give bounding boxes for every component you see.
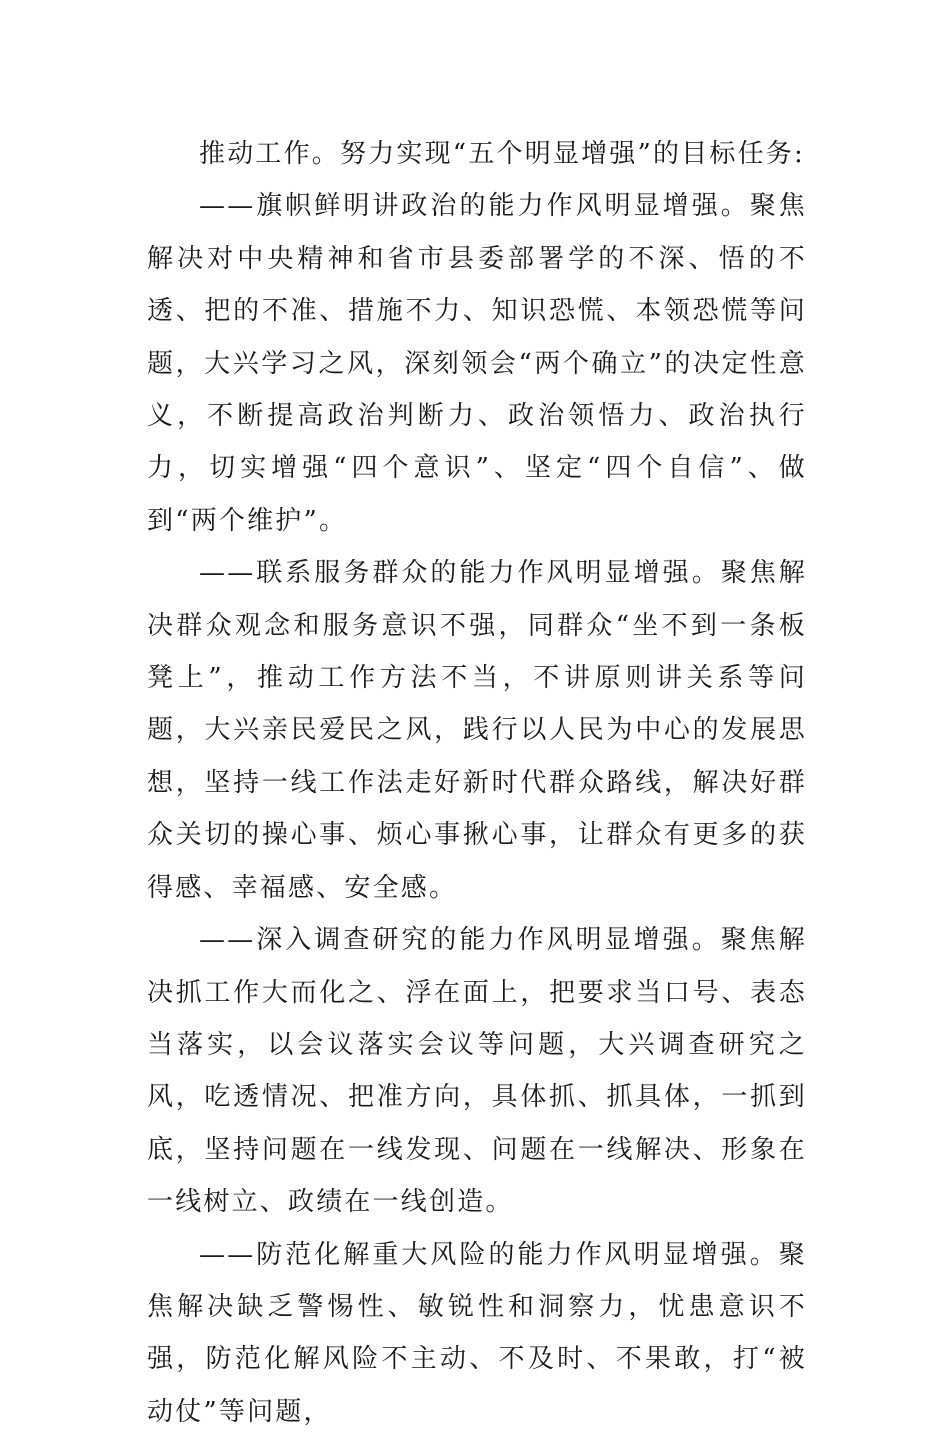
paragraph-serving-masses: ——联系服务群众的能力作风明显增强。聚焦解决群众观念和服务意识不强，同群众“坐不到一条板凳上”，推动工作方法不当，不讲原则讲关系等问题，大兴亲民爱民之风，践行以人民为中心的发展思想，坚持一线工作法走好新时代群众路线，解决好群众关切的操心事、烦心事揪心事，让群众有更多的获得感、幸福感、安全感。 (147, 558, 807, 903)
paragraph-political-ability: ——旗帜鲜明讲政治的能力作风明显增强。聚焦解决对中央精神和省市县委部署学的不深、悟的不透、把的不准、措施不力、知识恐慌、本领恐慌等问题，大兴学习之风，深刻领会“两个确立”的决定性意义，不断提高政治判断力、政治领悟力、政治执行力，切实增强“四个意识”、坚定“四个自信”、做到“两个维护”。 (147, 191, 807, 536)
document-body (147, 128, 807, 1438)
paragraph-risk-prevention: ——防范化解重大风险的能力作风明显增强。聚焦解决缺乏警惕性、敏锐性和洞察力，忧患意识不强，防范化解风险不主动、不及时、不果敢，打“被动仗”等问题， (147, 1239, 807, 1427)
paragraph-intro: 推动工作。努力实现“五个明显增强”的目标任务: (199, 139, 805, 169)
paragraph-investigation-research: ——深入调查研究的能力作风明显增强。聚焦解决抓工作大而化之、浮在面上，把要求当口号、表态当落实，以会议落实会议等问题，大兴调查研究之风，吃透情况、把准方向，具体抓、抓具体，一抓到底，坚持问题在一线发现、问题在一线解决、形象在一线树立、政绩在一线创造。 (147, 925, 807, 1218)
